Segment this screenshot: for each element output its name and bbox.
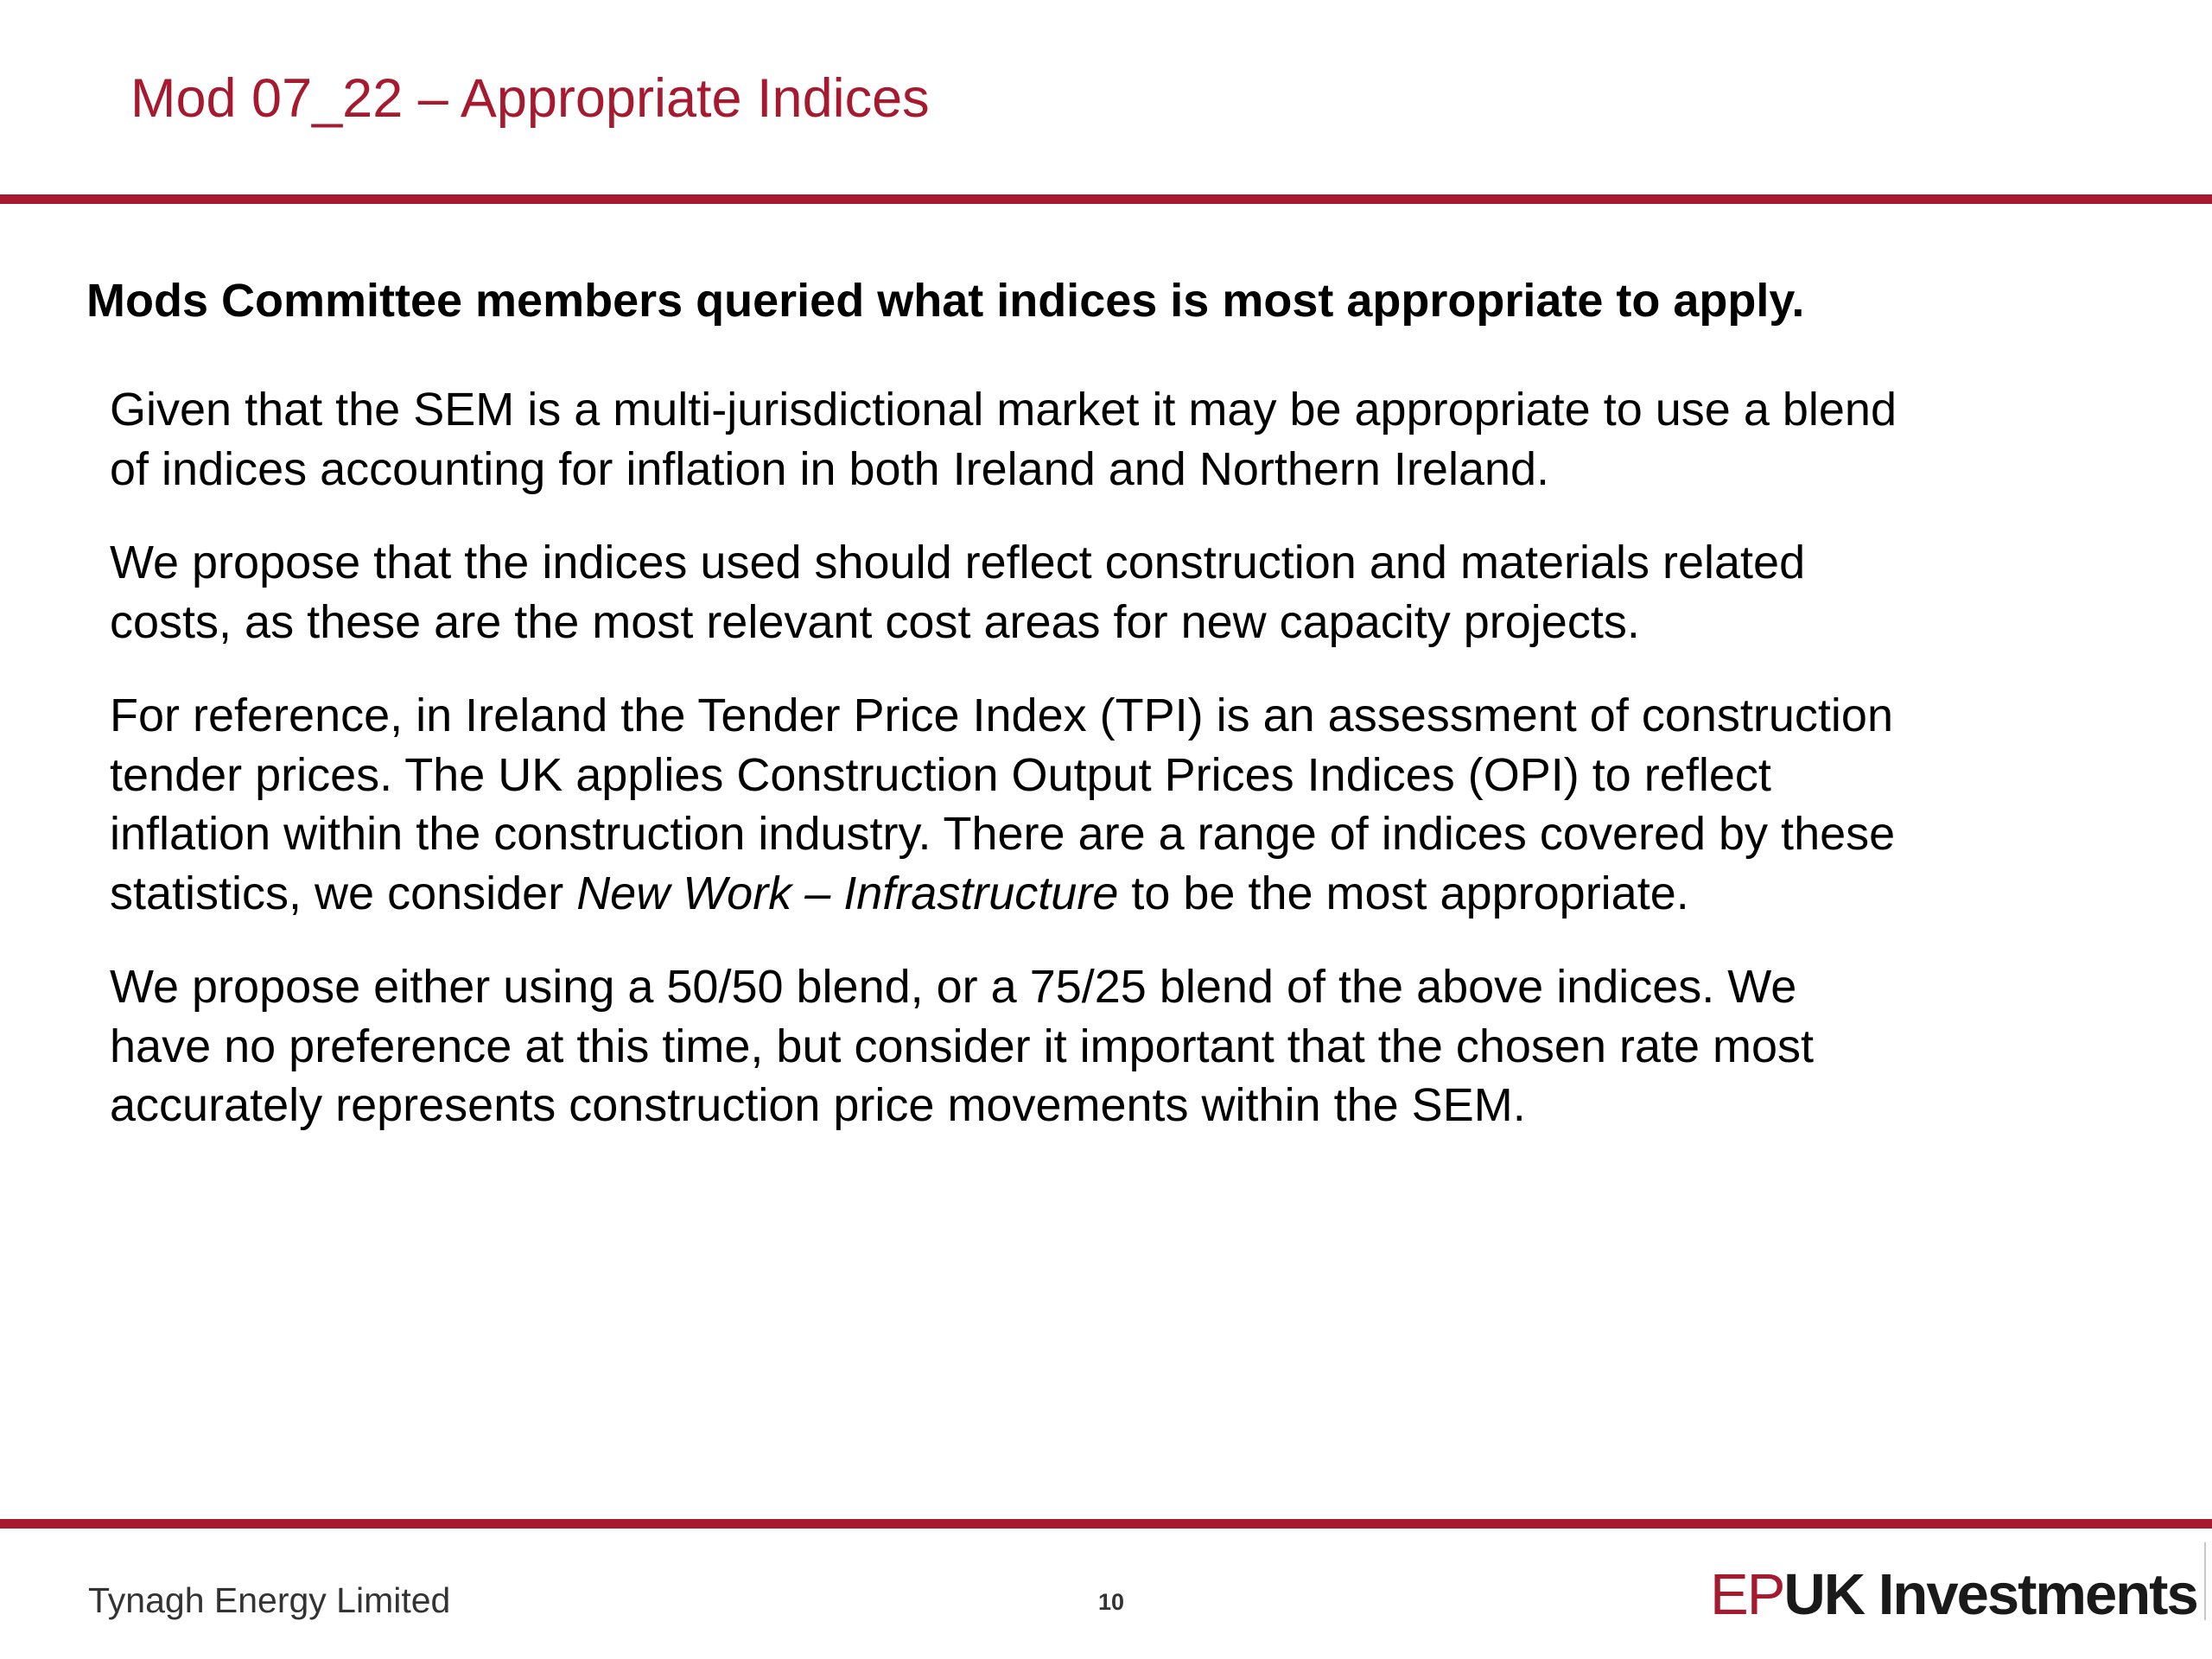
footer-company-name: Tynagh Energy Limited: [88, 1580, 451, 1620]
paragraph-line: [110, 864, 2123, 924]
page-number: 10: [1098, 1589, 1125, 1615]
company-logo: [1710, 1560, 2197, 1630]
paragraph-line: We propose that the indices used should reflect construction and materials related: [110, 537, 1806, 588]
emphasized-index-name: New Work – Infrastructure: [576, 867, 1119, 919]
paragraph-line: of indices accounting for inflation in both Ireland and Northern Ireland.: [110, 442, 1550, 495]
paragraph-line: For reference, in Ireland the Tender Price Index (TPI) is an assessment of construction: [110, 690, 1893, 741]
paragraph-line: We propose either using a 50/50 blend, or a 75/25 blend of the above indices. We: [110, 961, 1797, 1013]
paragraph-line: tender prices. The UK applies Construction Output Prices Indices (OPI) to reflect: [110, 748, 1771, 801]
body-text: [110, 380, 2123, 1170]
paragraph-line: have no preference at this time, but consider it important that the chosen rate most: [110, 1020, 1815, 1072]
paragraph-line: accurately represents construction price movements within the SEM.: [110, 1079, 1526, 1131]
paragraph-line: inflation within the construction industry. There are a range of indices covered by these: [110, 808, 1896, 860]
slide-edge-divider: [2204, 1542, 2206, 1620]
logo-ep-text: EP: [1710, 1562, 1784, 1627]
line-text: to be the most appropriate.: [1118, 867, 1689, 919]
paragraph-construction-costs: [110, 533, 2123, 652]
paragraph-line: Given that the SEM is a multi-jurisdictional market it may be appropriate to use a blend: [110, 384, 1897, 435]
line-text: statistics, we consider: [110, 867, 577, 919]
paragraph-reference-indices: [110, 686, 2123, 923]
paragraph-line: costs, as these are the most relevant cost areas for new capacity projects.: [110, 595, 1640, 648]
footer-divider: [0, 1519, 2212, 1529]
slide-title: Mod 07_22 – Appropriate Indices: [130, 68, 930, 129]
header-divider: [0, 194, 2212, 204]
logo-uk-investments-text: UK Investments: [1783, 1562, 2197, 1627]
paragraph-blend: [110, 380, 2123, 499]
slide-headline: Mods Committee members queried what indices is most appropriate to apply.: [86, 275, 1805, 327]
paragraph-blend-proposal: [110, 957, 2123, 1135]
